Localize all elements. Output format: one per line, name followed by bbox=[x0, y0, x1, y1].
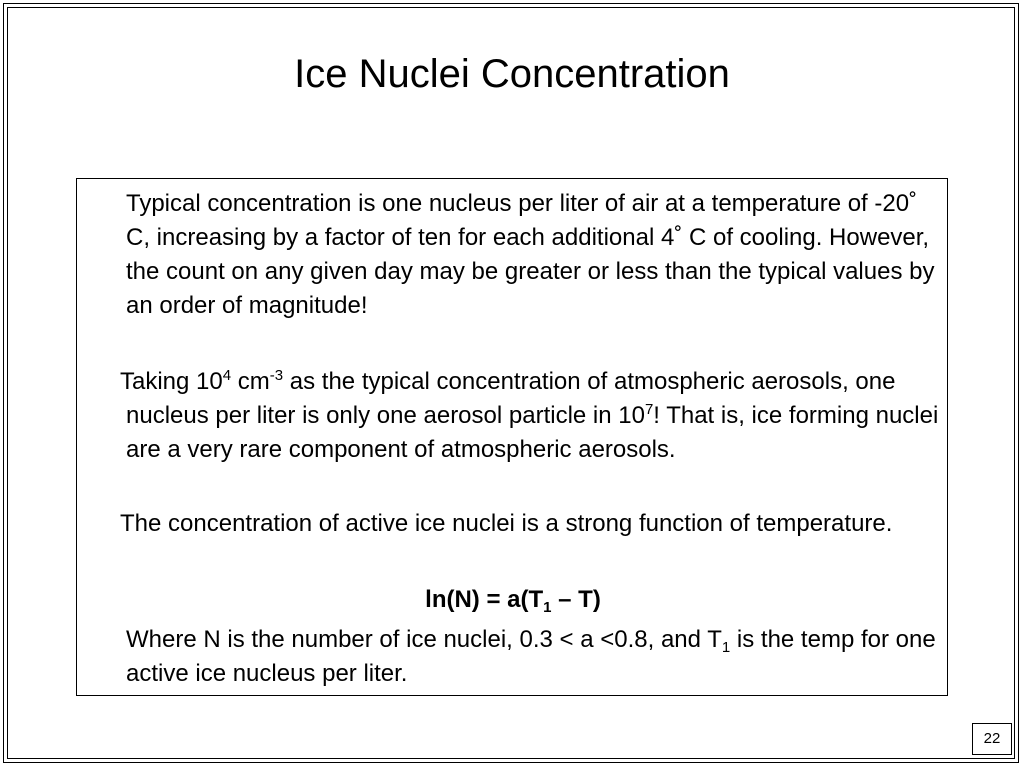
aerosol-text-3: as the typical concentration of atmospheric aerosols, one nucleus per liter is only one aerosol particle in 10 bbox=[126, 368, 896, 429]
aerosol-text-4: ! That is, ice forming nuclei are a very rare component of atmospheric aerosols. bbox=[126, 402, 939, 463]
aerosol-exponent-3: 7 bbox=[644, 401, 654, 418]
paragraph-typical-concentration: Typical concentration is one nucleus per liter of air at a temperature of -20˚ C, increasing by a factor of ten for each additional 4˚ C of cooling. However, the count on any given day may be greater or less than the typical values by an order of magnitude! bbox=[126, 190, 935, 319]
aerosol-exponent-2: -3 bbox=[269, 367, 284, 384]
aerosol-text-2: cm bbox=[231, 368, 270, 395]
explanation-text-2: is the temp for one active ice nucleus per liter. bbox=[126, 626, 936, 687]
explanation-subscript: 1 bbox=[721, 639, 731, 656]
content-box bbox=[76, 178, 948, 696]
page-number: 22 bbox=[972, 723, 1012, 755]
explanation-text-1: Where N is the number of ice nuclei, 0.3 < a <0.8, and T bbox=[126, 626, 722, 653]
paragraph-aerosol-ratio bbox=[77, 365, 949, 467]
aerosol-exponent-1: 4 bbox=[222, 367, 232, 384]
formula-text-1: ln(N) = a(T bbox=[425, 586, 544, 613]
aerosol-text-1: Taking 10 bbox=[120, 368, 223, 395]
formula bbox=[77, 583, 949, 617]
formula-subscript: 1 bbox=[543, 599, 552, 616]
slide-title: Ice Nuclei Concentration bbox=[294, 52, 730, 96]
paragraph-formula-explanation bbox=[77, 623, 949, 691]
formula-text-2: – T) bbox=[551, 586, 601, 613]
paragraph-temperature-function: The concentration of active ice nuclei is a strong function of temperature. bbox=[120, 510, 893, 537]
